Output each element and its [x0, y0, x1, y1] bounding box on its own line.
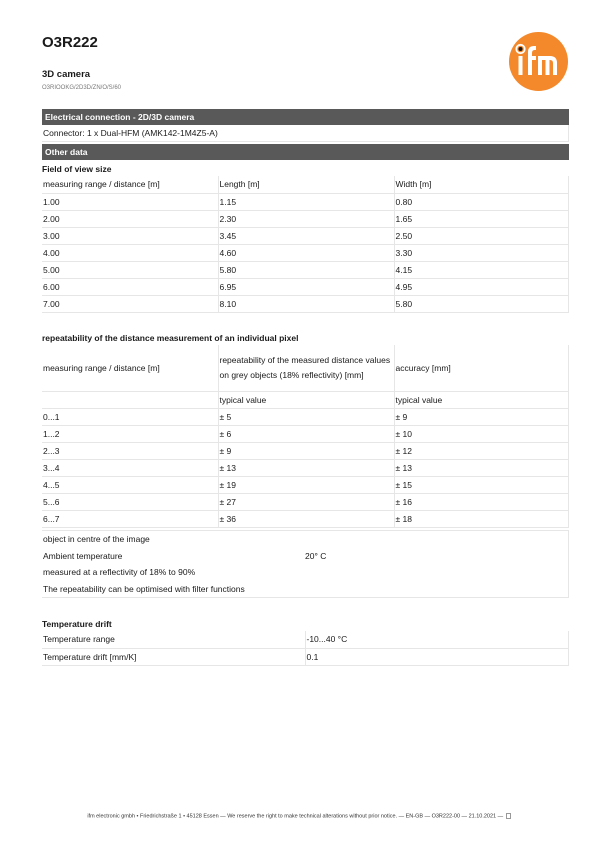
table-header-row — [42, 176, 569, 193]
drift-heading: Temperature drift — [42, 619, 112, 629]
table-cell: typical value — [394, 391, 569, 408]
article-code: O3RIOOKG/2D3D/ZN/O/S/60 — [42, 85, 122, 91]
table-row — [42, 210, 569, 227]
note-text: measured at a reflectivity of 18% to 90% — [43, 567, 196, 577]
table-cell: 1...2 — [42, 425, 218, 442]
table-cell: 0...1 — [42, 408, 218, 425]
table-row — [42, 425, 569, 442]
column-header: accuracy [mm] — [394, 345, 569, 391]
table-cell: Temperature range — [42, 631, 305, 648]
table-row — [42, 631, 569, 648]
table-cell: 6.95 — [218, 278, 394, 295]
table-row — [42, 510, 569, 527]
table-cell: 5.80 — [218, 261, 394, 278]
table-row — [42, 261, 569, 278]
table-row — [42, 193, 569, 210]
table-cell: 4...5 — [42, 476, 218, 493]
table-cell: 2.00 — [42, 210, 218, 227]
page-footer — [0, 813, 598, 819]
table-cell: 3.45 — [218, 227, 394, 244]
table-subheader-row — [42, 391, 569, 408]
fov-heading: Field of view size — [42, 164, 112, 174]
table-cell: 8.10 — [218, 295, 394, 312]
note-line — [42, 531, 568, 548]
table-row — [42, 244, 569, 261]
table-cell: ± 13 — [394, 459, 569, 476]
table-cell — [42, 391, 218, 408]
column-header: measuring range / distance [m] — [42, 345, 218, 391]
table-row — [42, 459, 569, 476]
column-header: Length [m] — [218, 176, 394, 193]
note-text: object in centre of the image — [43, 534, 150, 544]
product-title: O3R222 — [42, 34, 98, 51]
table-cell: 4.95 — [394, 278, 569, 295]
table-cell: ± 12 — [394, 442, 569, 459]
table-cell: Temperature drift [mm/K] — [42, 648, 305, 665]
table-row — [42, 227, 569, 244]
column-header: Width [m] — [394, 176, 569, 193]
table-cell: 0.1 — [305, 648, 569, 665]
table-cell: ± 15 — [394, 476, 569, 493]
table-cell: 3...4 — [42, 459, 218, 476]
table-row — [42, 442, 569, 459]
table-cell: ± 27 — [218, 493, 394, 510]
note-line — [42, 564, 568, 581]
column-header: measuring range / distance [m] — [42, 176, 218, 193]
table-cell: ± 13 — [218, 459, 394, 476]
table-row — [42, 295, 569, 312]
table-cell: 3.30 — [394, 244, 569, 261]
table-cell: 6.00 — [42, 278, 218, 295]
table-row — [42, 278, 569, 295]
table-cell: ± 36 — [218, 510, 394, 527]
drift-table — [42, 631, 569, 666]
table-cell: 1.00 — [42, 193, 218, 210]
table-cell: ± 19 — [218, 476, 394, 493]
table-row — [42, 648, 569, 665]
table-cell: 2...3 — [42, 442, 218, 459]
table-cell: 2.30 — [218, 210, 394, 227]
repeatability-heading: repeatability of the distance measurement of an individual pixel — [42, 333, 299, 343]
table-row — [42, 476, 569, 493]
table-cell: 0.80 — [394, 193, 569, 210]
table-cell: -10...40 °C — [305, 631, 569, 648]
table-cell: 1.65 — [394, 210, 569, 227]
table-cell: ± 10 — [394, 425, 569, 442]
section-other-heading: Other data — [42, 144, 569, 160]
table-cell: 5.80 — [394, 295, 569, 312]
page-icon — [506, 813, 511, 819]
table-cell: 7.00 — [42, 295, 218, 312]
table-cell: 3.00 — [42, 227, 218, 244]
fov-table — [42, 176, 569, 313]
note-line — [42, 581, 568, 598]
table-cell: 2.50 — [394, 227, 569, 244]
table-cell: ± 9 — [394, 408, 569, 425]
table-cell: typical value — [218, 391, 394, 408]
note-value: 20° C — [305, 550, 327, 561]
table-cell: ± 9 — [218, 442, 394, 459]
repeatability-notes — [42, 530, 569, 598]
table-cell: 5...6 — [42, 493, 218, 510]
ifm-logo — [509, 32, 568, 91]
table-cell: ± 16 — [394, 493, 569, 510]
table-header-row — [42, 345, 569, 391]
table-cell: 5.00 — [42, 261, 218, 278]
repeatability-table — [42, 345, 569, 528]
table-cell: ± 5 — [218, 408, 394, 425]
note-text: The repeatability can be optimised with filter functions — [43, 583, 245, 594]
footer-text: ifm electronic gmbh • Friedrichstraße 1 • 45128 Essen — We reserve the right to make technical alterations without prior notice. — EN-GB — O3R222-00 — 21.10.2021 — — [87, 813, 504, 820]
column-header: repeatability of the measured distance values on grey objects (18% reflectivity) [mm] — [218, 345, 394, 391]
product-subtitle: 3D camera — [42, 69, 91, 80]
note-label: Ambient temperature — [43, 550, 123, 561]
table-row — [42, 493, 569, 510]
note-line — [42, 548, 568, 565]
table-row — [42, 408, 569, 425]
table-cell: 4.60 — [218, 244, 394, 261]
table-cell: ± 18 — [394, 510, 569, 527]
table-cell: 4.15 — [394, 261, 569, 278]
table-cell: ± 6 — [218, 425, 394, 442]
table-cell: 1.15 — [218, 193, 394, 210]
table-cell: 6...7 — [42, 510, 218, 527]
connector-info: Connector: 1 x Dual-HFM (AMK142-1M4Z5-A) — [42, 125, 569, 142]
table-cell: 4.00 — [42, 244, 218, 261]
section-electrical-heading: Electrical connection - 2D/3D camera — [42, 109, 569, 125]
